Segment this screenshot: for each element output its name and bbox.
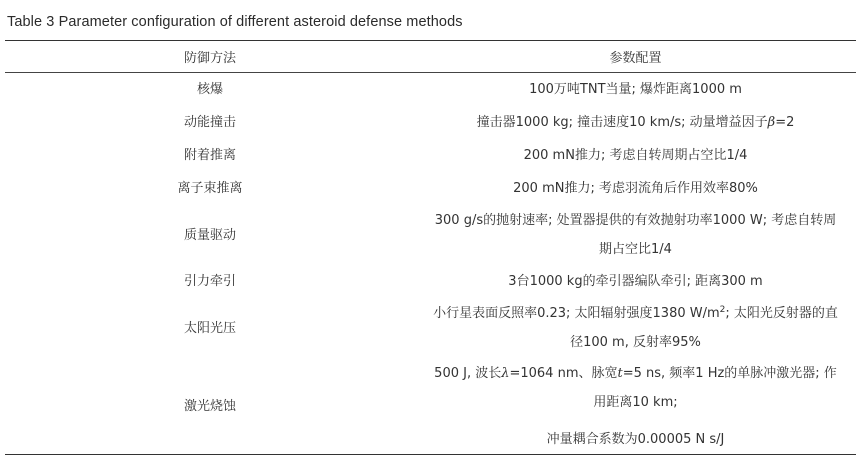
params-text: =2 — [775, 115, 795, 130]
params-cell — [415, 205, 856, 265]
params-cell: 200 mN推力; 考虑自转周期占空比1/4 — [523, 148, 748, 163]
params-cell — [415, 298, 856, 358]
header-params: 参数配置 — [609, 51, 662, 66]
parameter-table — [5, 40, 856, 455]
table-row — [5, 172, 856, 205]
params-text: 500 J, 波长 — [434, 365, 502, 381]
method-cell: 动能撞击 — [183, 115, 236, 130]
params-cell — [415, 106, 856, 139]
method-cell: 附着推离 — [183, 148, 236, 163]
t-symbol: t — [617, 365, 623, 381]
table-row — [5, 265, 856, 298]
params-line — [419, 299, 852, 328]
table-row — [5, 205, 856, 265]
beta-symbol: β — [767, 115, 776, 130]
params-cell: 3台1000 kg的牵引器编队牵引; 距离300 m — [508, 274, 763, 289]
method-cell: 核爆 — [196, 82, 223, 97]
method-cell: 太阳光压 — [183, 320, 236, 336]
table-caption: Table 3 Parameter configuration of different asteroid defense methods — [7, 14, 463, 30]
params-line: 期占空比1/4 — [599, 242, 672, 257]
params-text: =1064 nm、脉宽 — [509, 365, 618, 381]
table-row — [5, 73, 856, 107]
params-cell: 200 mN推力; 考虑羽流角后作用效率80% — [513, 181, 758, 196]
table-row — [5, 298, 856, 358]
params-text: =5 ns, 频率1 Hz的单脉冲激光器; 作 — [622, 365, 837, 381]
params-line: 冲量耦合系数为0.00005 N s/J — [546, 431, 725, 447]
params-line: 用距离10 km; — [593, 394, 678, 410]
params-line: 300 g/s的抛射速率; 处置器提供的有效抛射功率1000 W; 考虑自转周 — [434, 213, 837, 228]
table-row — [5, 358, 856, 455]
table-header-row — [5, 41, 856, 73]
method-cell: 离子束推离 — [177, 181, 243, 196]
params-cell: 100万吨TNT当量; 爆炸距离1000 m — [529, 82, 742, 97]
table-row — [5, 106, 856, 139]
superscript: 2 — [719, 305, 726, 315]
params-cell — [415, 358, 856, 455]
lambda-symbol: λ — [501, 365, 510, 381]
line-gap — [419, 417, 852, 425]
params-text: 小行星表面反照率0.23; 太阳辐射强度1380 W/m — [433, 306, 720, 321]
method-cell: 引力牵引 — [183, 274, 236, 289]
method-cell: 激光烧蚀 — [183, 398, 236, 414]
params-text: 撞击器1000 kg; 撞击速度10 km/s; 动量增益因子 — [476, 115, 768, 130]
params-line — [419, 359, 852, 388]
header-method: 防御方法 — [183, 51, 236, 66]
params-line: 径100 m, 反射率95% — [570, 335, 701, 350]
params-text: ; 太阳光反射器的直 — [725, 306, 838, 321]
table-row — [5, 139, 856, 172]
method-cell: 质量驱动 — [183, 227, 236, 243]
